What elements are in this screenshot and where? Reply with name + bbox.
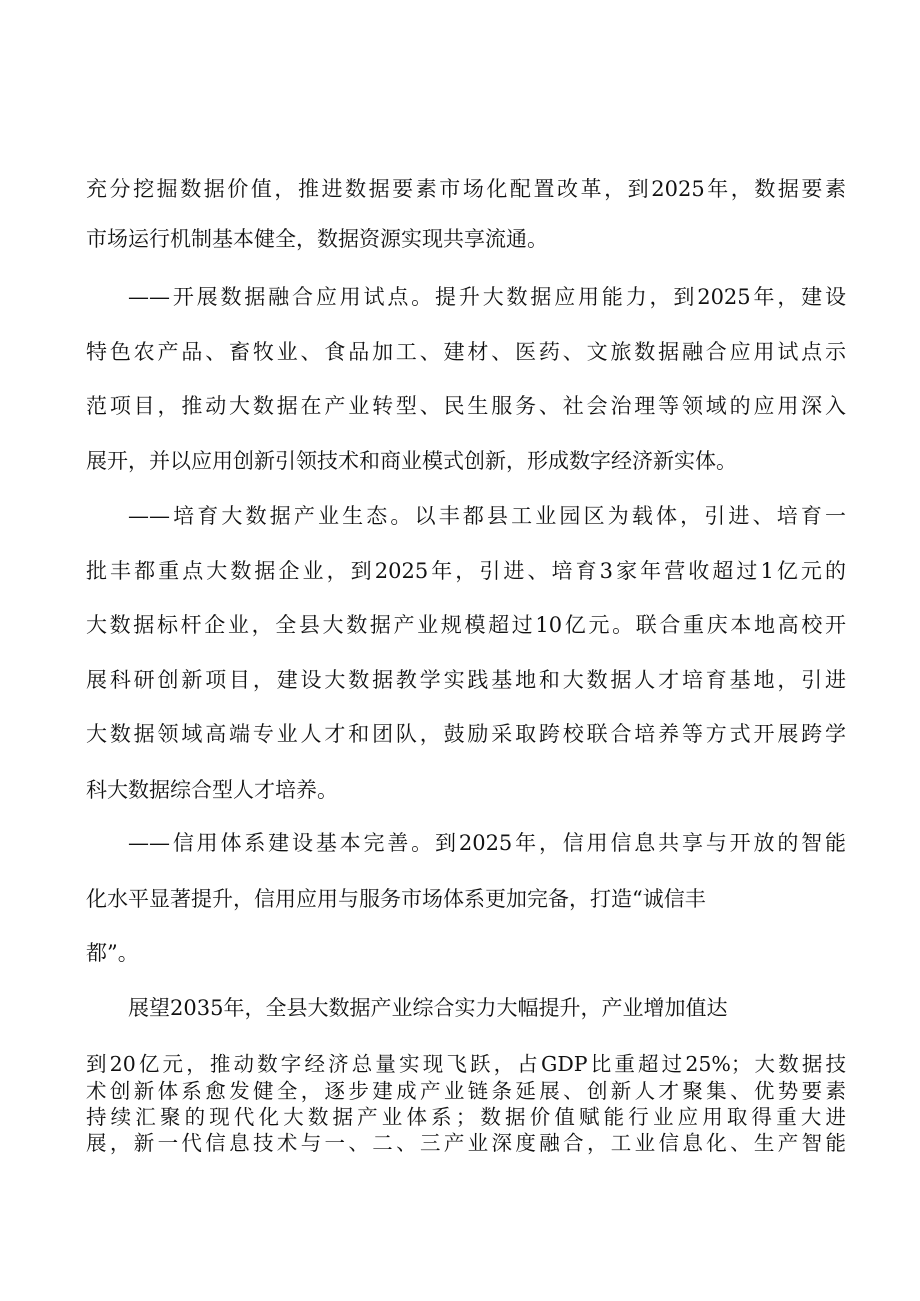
paragraph-6-line-2: 术创新体系愈发健全，逐步建成产业链条延展、创新人才聚集、优势要素 [86,1079,846,1103]
paragraph-3-line-4: 展科研创新项目，建设大数据教学实践基地和大数据人才培育基地，引进 [86,668,846,692]
paragraph-6-line-4: 展，新一代信息技术与一、二、三产业深度融合，工业信息化、生产智能 [86,1131,846,1155]
paragraph-2-line-3: 范项目，推动大数据在产业转型、民生服务、社会治理等领域的应用深入 [86,394,846,418]
paragraph-1-line-2: 市场运行机制基本健全，数据资源实现共享流通。 [86,227,548,251]
paragraph-3-line-2: 批丰都重点大数据企业，到2025年，引进、培育3家年营收超过1亿元的 [86,559,846,583]
paragraph-3-line-5: 大数据领域高端专业人才和团队，鼓励采取跨校联合培养等方式开展跨学 [86,722,846,746]
paragraph-1-line-1: 充分挖掘数据价值，推进数据要素市场化配置改革，到2025年，数据要素 [86,177,846,201]
paragraph-3-line-1: ——培育大数据产业生态。以丰都县工业园区为载体，引进、培育一 [128,504,846,528]
paragraph-2-line-2: 特色农产品、畜牧业、食品加工、建材、医药、文旅数据融合应用试点示 [86,340,846,364]
paragraph-6-line-1: 到20亿元，推动数字经济总量实现飞跃，占GDP比重超过25%；大数据技 [86,1052,846,1076]
paragraph-4-line-1: ——信用体系建设基本完善。到2025年，信用信息共享与开放的智能 [128,831,846,855]
paragraph-2-line-1: ——开展数据融合应用试点。提升大数据应用能力，到2025年，建设 [128,285,846,309]
paragraph-6-line-3: 持续汇聚的现代化大数据产业体系；数据价值赋能行业应用取得重大进 [86,1105,846,1129]
paragraph-5-line-1: 展望2035年，全县大数据产业综合实力大幅提升，产业增加值达 [128,996,728,1020]
paragraph-2-line-4: 展开，并以应用创新引领技术和商业模式创新，形成数字经济新实体。 [86,449,737,473]
paragraph-3-line-3: 大数据标杆企业，全县大数据产业规模超过10亿元。联合重庆本地高校开 [86,613,846,637]
paragraph-4-line-2: 化水平显著提升，信用应用与服务市场体系更加完备，打造“诚信丰 [86,887,706,911]
paragraph-4-line-3: 都”。 [86,941,139,965]
paragraph-3-line-6: 科大数据综合型人才培养。 [86,778,338,802]
